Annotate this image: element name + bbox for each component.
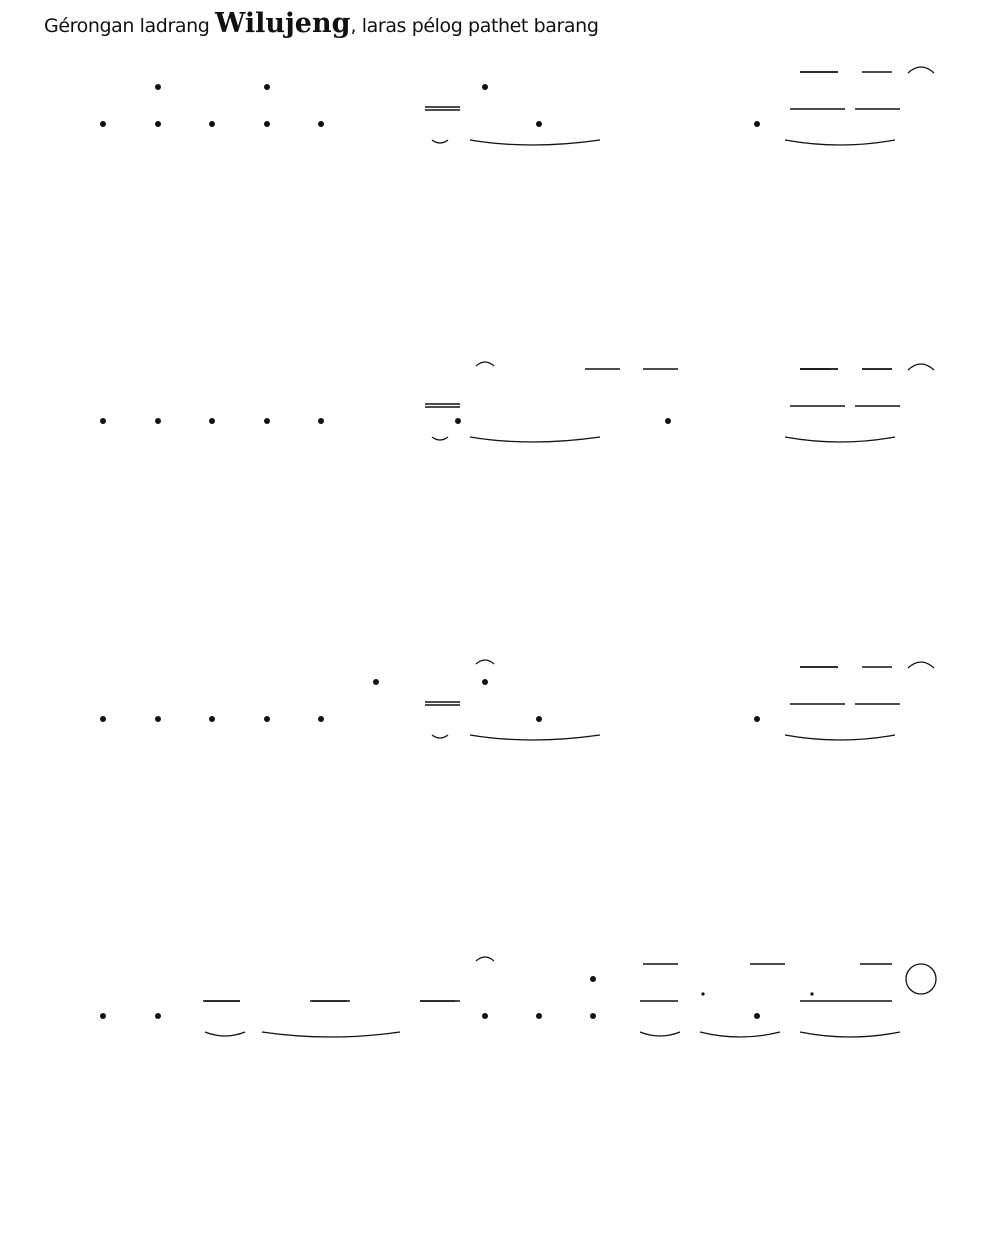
slur <box>432 437 448 440</box>
slur <box>785 437 895 442</box>
slur <box>432 140 448 143</box>
vocal-dot <box>155 1013 161 1019</box>
slur <box>470 437 600 442</box>
low-octave-dot <box>701 992 704 995</box>
vocal-dot <box>482 1013 488 1019</box>
slur <box>205 1032 245 1036</box>
vocal-dot <box>536 121 542 127</box>
gong-arc <box>908 364 934 370</box>
vocal-dot <box>155 121 161 127</box>
gong-arc <box>908 662 934 668</box>
vocal-dot <box>209 716 215 722</box>
slur <box>432 735 448 738</box>
slur <box>262 1032 400 1037</box>
balungan-dot <box>590 976 596 982</box>
gong-circle <box>906 964 936 994</box>
vocal-dot <box>754 121 760 127</box>
vocal-dot <box>100 716 106 722</box>
vocal-dot <box>318 418 324 424</box>
gong-arc <box>476 660 494 664</box>
vocal-dot <box>209 121 215 127</box>
vocal-dot <box>455 418 461 424</box>
vocal-dot <box>100 1013 106 1019</box>
balungan-dot <box>482 84 488 90</box>
balungan-dot <box>155 84 161 90</box>
slur <box>700 1032 780 1037</box>
low-octave-dot <box>810 992 813 995</box>
vocal-dot <box>754 1013 760 1019</box>
gong-arc <box>908 67 934 73</box>
vocal-dot <box>100 418 106 424</box>
page-title <box>44 8 598 39</box>
balungan-dot <box>264 84 270 90</box>
slur <box>800 1032 900 1037</box>
vocal-dot <box>264 418 270 424</box>
slur <box>785 140 895 145</box>
title-prefix: Gérongan ladrang <box>44 15 210 37</box>
vocal-dot <box>536 1013 542 1019</box>
vocal-dot <box>318 716 324 722</box>
vocal-dot <box>264 121 270 127</box>
vocal-dot <box>264 716 270 722</box>
vocal-dot <box>100 121 106 127</box>
vocal-dot <box>754 716 760 722</box>
vocal-dot <box>590 1013 596 1019</box>
vocal-dot <box>155 418 161 424</box>
vocal-dot <box>665 418 671 424</box>
slur <box>470 735 600 740</box>
vocal-dot <box>209 418 215 424</box>
title-piece-name: Wilujeng <box>215 8 351 39</box>
vocal-dot <box>318 121 324 127</box>
slur <box>785 735 895 740</box>
slur <box>640 1032 680 1036</box>
vocal-dot <box>155 716 161 722</box>
gong-arc <box>476 362 494 366</box>
gong-arc <box>476 957 494 961</box>
title-suffix: , laras pélog pathet barang <box>350 15 599 37</box>
vocal-dot <box>536 716 542 722</box>
balungan-dot <box>482 679 488 685</box>
slur <box>470 140 600 145</box>
balungan-dot <box>373 679 379 685</box>
